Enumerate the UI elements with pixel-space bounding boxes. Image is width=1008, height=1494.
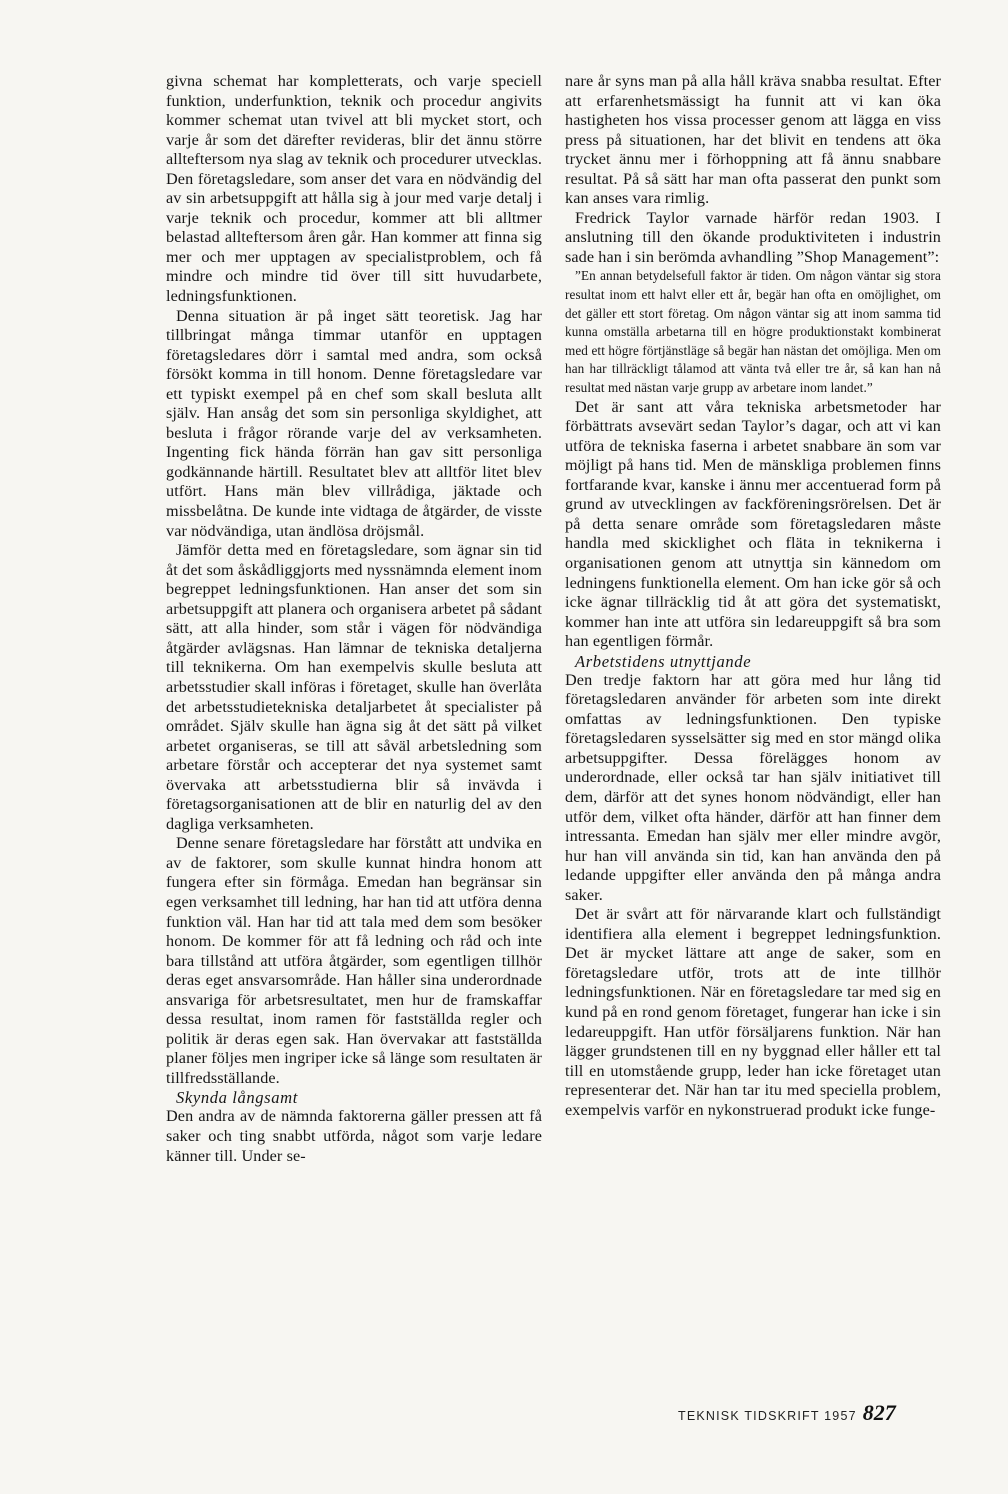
block-quote: ”En annan betydelsefull faktor är tiden. Om någon väntar sig stora resultat inom ett halvt eller ett år, begär han ofta en omöjlighet, om det gäller ett stort företag. Om någon väntar sig att inom samma tid kunna omställa arbetarna till en högre produktionstakt kombinerat med ett högre förtjänstläge så begär han nästan det omöjliga. Men om han har tillräckligt tålamod att vänta två eller tre år, så kan han nå resultat med nästan varje grupp av arbetare inom landet.”	[565, 268, 941, 396]
paragraph: nare år syns man på alla håll kräva snabba resultat. Efter att erfarenhetsmässigt ha funnit att vi kan öka hastigheten hos vissa processer genom att lägga en viss press på situationen, har det blivit en tendens att öka trycket ännu mer i förhoppning att få ännu snabbare resultat. På så sätt har man ofta passerat den punkt som kan anses vara rimlig.	[565, 72, 941, 208]
paragraph: Denna situation är på inget sätt teoretisk. Jag har tillbringat många timmar utanför en upptagen företagsledares dörr i samtal med andra, som också försökt komma in till honom. Denne företagsledare var ett typiskt exempel på en chef som skall besluta allt själv. Han ansåg det som sin personliga skyldighet, att besluta i frågor rörande varje del av verksamheten. Ingenting fick hända förrän han gav sitt personliga godkännande härtill. Resultatet blev att alltför litet blev utfört. Hans män blev villrådiga, jäktade och missbelåtna. De kunde inte vidtaga de åtgärder, de visste var nödvändiga, utan ändlösa dröjsmål.	[166, 306, 542, 540]
paragraph: Fredrick Taylor varnade härför redan 1903. I anslutning till den ökande produktiviteten i industrin sade han i sin berömda avhandling ”Shop Management”:	[565, 208, 941, 266]
journal-name: TEKNISK TIDSKRIFT 1957	[678, 1409, 857, 1423]
section-heading: Arbetstidens utnyttjande	[575, 651, 752, 671]
page-number: 827	[862, 1400, 896, 1425]
paragraph: Denne senare företagsledare har förstått att undvika en av de faktorer, som skulle kunnat hindra honom att fungera efter sin förmåga. Emedan han begränsar sin egen verksamhet till ledning, har han tid att utföra denna funktion väl. Han har tid att tala med dem som besöker honom. De kommer för att få ledning och råd och inte bara tillstånd att utföra åtgärder, som egentligen tillhör deras eget ansvarsområde. Han håller sina underordnade ansvariga för arbetsresultatet, men hur de framskaffar dessa resultat, inom ramen för fastställda regler och politik är deras egen sak. Han övervakar att fastställda planer följes men ingriper icke så länge som resultaten är tillfredsställande.	[166, 834, 542, 1087]
paragraph: Det är svårt att för närvarande klart och fullständigt identifiera alla element i begreppet ledningsfunktion. Det är mycket lättare att ange de saker, som en företagsledare utför, trots att de inte tillhör ledningsfunktionen. När en företagsledare tar med sig en kund på en rond genom företaget, fungerar han icke i sin ledareuppgift. Han utför försäljarens funktion. När han lägger grundstenen till en ny byggnad eller håller ett tal till en utomstående grupp, leder han icke företaget utan representerar det. När han tar itu med speciella problem, exempelvis varför en nykonstruerad produkt icke funge-	[565, 905, 941, 1119]
left-column	[166, 72, 542, 1166]
paragraph: Den tredje faktorn har att göra med hur lång tid företagsledaren använder för arbeten som inte direkt omfattas av ledningsfunktionen. Den typiske företagsledaren sysselsätter sig med en stor mängd olika arbetsuppgifter. Dessa förelägges honom av underordnade, eller också tar han själv initiativet till dem, därför att det synes honom nödvändigt, eller han utför dem, vilket ofta händer, därför att han finner dem intressanta. Emedan han själv mer eller mindre avgör, hur han vill använda sin tid, kan han använda den på ledande uppgifter eller använda den på många andra saker.	[565, 670, 941, 904]
section-heading: Skynda långsamt	[176, 1088, 298, 1108]
paragraph: Den andra av de nämnda faktorerna gäller pressen att få saker och ting snabbt utförda, något som varje ledare känner till. Under se-	[166, 1107, 542, 1165]
paragraph: Det är sant att våra tekniska arbetsmetoder har förbättrats avsevärt sedan Taylor’s dagar, och att vi kan utföra de tekniska faserna i arbetet snabbare än som var möjligt på hans tid. Men de mänskliga problemen finns fortfarande kvar, kanske i ännu mer accentuerad form på grund av utvecklingen av fackföreningsrörelsen. Det är på detta senare område som företagsledaren måste handla med skicklighet och fläta in teknikerna i organisationen genom att utnyttja sin kännedom om ledningens funktionella element. Om han icke gör så och icke ägnar tillräcklig tid åt att göra det systematiskt, kommer han inte att utföra sin ledareuppgift så bra som han egentligen förmår.	[565, 397, 941, 651]
page-footer	[678, 1400, 896, 1426]
paragraph: Jämför detta med en företagsledare, som ägnar sin tid åt det som åskådliggjorts med nyssnämnda element inom begreppet ledningsfunktionen. Han anser det som sin arbetsuppgift att planera och organisera arbetet på sådant sätt, att alla hinder, som står i vägen för nödvändiga åtgärder avlägsnas. Han lämnar de tekniska detaljerna till teknikerna. Om han exempelvis skulle besluta att arbetsstudier skall införas i företaget, skulle han överlåta det arbetsstudietekniska detaljarbetet åt specialister på området. Själv skulle han ägna sig åt det sätt på vilket arbetet organiseras, se till att såväl arbetsledning som arbetare förstår och accepterar det nya systemet samt övervaka att arbetsstudierna blir så invävda i företagsorganisationen att de blir en naturlig del av den dagliga verksamheten.	[166, 541, 542, 833]
paragraph: givna schemat har kompletterats, och varje speciell funktion, underfunktion, teknik och procedur angivits kommer schemat utan tvivel att bli mycket stort, och varje år som det därefter revideras, blir det ännu större allteftersom nya slag av teknik och procedurer utvecklas. Den företagsledare, som anser det vara en nödvändig del av sin arbetsuppgift att hålla sig à jour med varje detalj i varje teknik och procedur, kommer att bli alltmer belastad allteftersom åren går. Han kommer att finna sig mer och mer upptagen av specialistproblem, och få mindre och mindre tid över till sitt huvudarbete, ledningsfunktionen.	[166, 72, 542, 306]
right-column	[565, 72, 941, 1120]
